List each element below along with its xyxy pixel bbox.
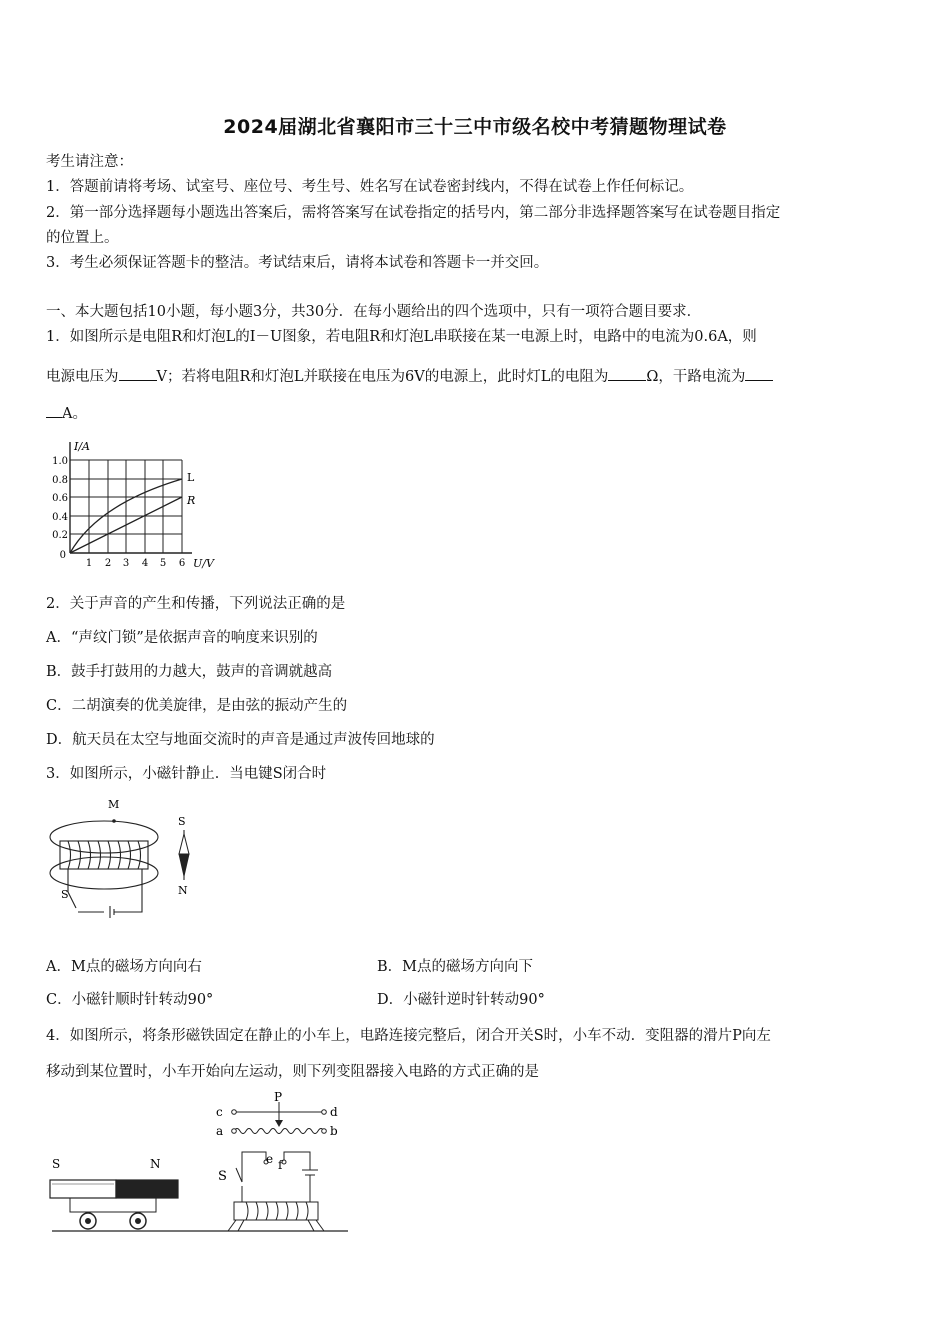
section-heading: 一、本大题包括10小题，每小题3分，共30分．在每小题给出的四个选项中，只有一项符合题目要求． [46,304,702,320]
q3-option-c: C．小磁针顺时针转动90° [46,992,214,1008]
q1-blank-resistance[interactable] [608,366,646,381]
x-tick: 5 [159,558,167,569]
q1-blank-current[interactable] [745,366,773,381]
y-tick: 0.2 [52,530,68,541]
q1-line3 [46,403,87,424]
x-tick: 3 [122,558,130,569]
q2-stem: 2．关于声音的产生和传播，下列说法正确的是 [46,596,346,612]
magnet-n-label: N [150,1157,161,1171]
q1-text-d: A。 [62,406,87,422]
q3-stem: 3．如图所示，小磁针静止．当电键S闭合时 [46,766,327,782]
switch-label: S [61,888,69,901]
notice-heading: 考生请注意： [46,154,133,170]
y-tick: 0.8 [52,475,68,486]
x-tick: 6 [178,558,186,569]
q1-text-c: Ω，干路电流为 [646,369,746,385]
q4-line1: 4．如图所示，将条形磁铁固定在静止的小车上，电路连接完整后，闭合开关S时，小车不动．变阻器的滑片P向左 [46,1028,771,1044]
q2-option-b: B．鼓手打鼓用的力越大，鼓声的音调就越高 [46,664,333,680]
terminal-e-label: e [266,1152,274,1166]
x-tick: 1 [85,558,93,569]
q1-iu-graph [40,432,230,574]
terminal-f-label: f [278,1158,283,1172]
y-tick: 1.0 [52,456,68,467]
q2-option-c: C．二胡演奏的优美旋律，是由弦的振动产生的 [46,698,348,714]
y-tick: 0.4 [52,512,68,523]
x-tick: 4 [141,558,149,569]
q3-solenoid-figure [44,794,214,924]
terminal-c-label: c [216,1105,223,1119]
curve-resistor-label: R [187,494,196,507]
q2-option-d: D．航天员在太空与地面交流时的声音是通过声波传回地球的 [46,732,435,748]
q3-option-b: B．M点的磁场方向向下 [377,959,534,975]
compass-s-label: S [178,815,186,828]
point-m-label: M [108,798,120,811]
x-axis-label: U/V [193,557,214,570]
y-tick: 0 [59,550,66,561]
q1-blank-current-cont [46,403,62,418]
magnet-s-label: S [52,1157,61,1171]
notice-item-1: 1．答题前请将考场、试室号、座位号、考生号、姓名写在试卷密封线内，不得在试卷上作任何标记。 [46,179,694,195]
q1-text-a: 电源电压为 [46,369,119,385]
x-tick: 2 [104,558,112,569]
q3-option-a: A．M点的磁场方向向右 [46,959,202,975]
curve-lamp-label: L [187,471,195,484]
notice-item-3: 3．考生必须保证答题卡的整洁。考试结束后，请将本试卷和答题卡一并交回。 [46,255,549,271]
q1-blank-voltage[interactable] [119,366,157,381]
q1-text-b: V；若将电阻R和灯泡L并联接在电压为6V的电源上，此时灯L的电阻为 [156,369,609,385]
q1-line2 [46,366,773,387]
y-axis-label: I/A [74,440,90,453]
q1-line1: 1．如图所示是电阻R和灯泡L的I－U图象，若电阻R和灯泡L串联接在某一电源上时，电路中的电流为0.6A，则 [46,329,757,345]
q2-option-a: A．“声纹门锁”是依据声音的响度来识别的 [46,630,318,646]
page-title: 2024届湖北省襄阳市三十三中市级名校中考猜题物理试卷 [223,116,727,138]
notice-item-2: 2．第一部分选择题每小题选出答案后，需将答案写在试卷指定的括号内，第二部分非选择题答案写在试卷题目指定 [46,205,781,221]
y-tick: 0.6 [52,493,68,504]
terminal-b-label: b [330,1124,338,1138]
q4-cart-circuit-figure [44,1090,364,1240]
q4-line2: 移动到某位置时，小车开始向左运动，则下列变阻器接入电路的方式正确的是 [46,1064,539,1080]
terminal-a-label: a [216,1124,224,1138]
q3-option-d: D．小磁针逆时针转动90° [377,992,545,1008]
switch-s-label: S [218,1169,227,1184]
notice-item-2-cont: 的位置上。 [46,230,119,246]
compass-n-label: N [178,884,188,897]
slider-p-label: P [274,1090,283,1104]
terminal-d-label: d [330,1105,338,1119]
